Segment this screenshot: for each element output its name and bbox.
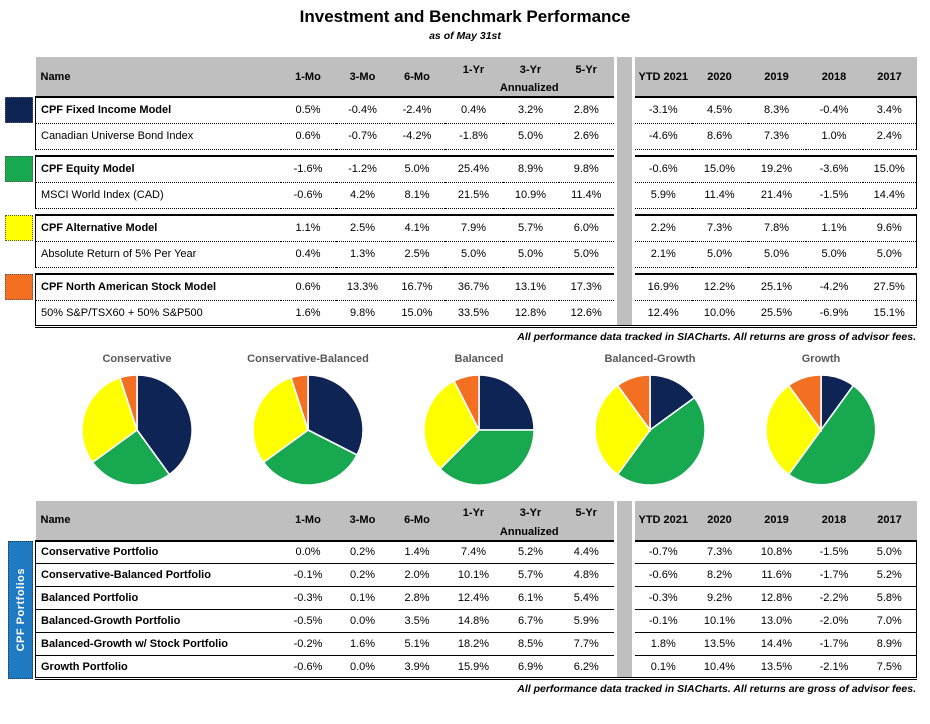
- value-cell: 13.3%: [336, 274, 390, 300]
- row-name: Growth Portfolio: [36, 656, 281, 679]
- value-cell: -0.1%: [281, 564, 336, 587]
- pie-title: Balanced-Growth: [604, 352, 696, 365]
- value-cell: 2.5%: [390, 241, 445, 267]
- value-cell: 12.8%: [503, 300, 559, 326]
- column-separator: [616, 97, 634, 123]
- value-cell: 0.4%: [445, 97, 503, 123]
- value-cell: 5.0%: [559, 241, 616, 267]
- pie-title: Balanced: [454, 352, 504, 365]
- value-cell: 7.3%: [692, 541, 748, 564]
- green-model-swatch: [5, 156, 33, 182]
- value-cell: -4.2%: [390, 123, 445, 149]
- value-cell: -0.2%: [281, 633, 336, 656]
- annualized-label: Annualized: [445, 82, 616, 97]
- value-cell: 7.3%: [748, 123, 806, 149]
- col-header-5yr: 5-Yr: [559, 501, 616, 526]
- value-cell: -2.2%: [806, 587, 863, 610]
- value-cell: -1.2%: [336, 156, 390, 182]
- value-cell: 2.1%: [634, 241, 692, 267]
- value-cell: 6.9%: [517, 660, 544, 673]
- value-cell: -3.6%: [806, 156, 863, 182]
- value-cell: 4.8%: [559, 564, 616, 587]
- value-cell: 5.0%: [445, 241, 503, 267]
- value-cell: 7.9%: [445, 215, 503, 241]
- row-name: Balanced-Growth Portfolio: [36, 610, 281, 633]
- value-cell: 0.1%: [650, 660, 676, 673]
- pie-chart-conservative: [78, 353, 196, 489]
- value-cell: -1.7%: [806, 564, 863, 587]
- col-header-name: Name: [36, 501, 281, 541]
- value-cell: 2.4%: [863, 123, 917, 149]
- value-cell: 21.4%: [748, 182, 806, 208]
- value-cell: 4.1%: [390, 215, 445, 241]
- value-cell: 36.7%: [445, 274, 503, 300]
- value-cell: 9.8%: [336, 300, 390, 326]
- value-cell: -3.1%: [634, 97, 692, 123]
- portfolio-row: [36, 541, 917, 564]
- value-cell: 5.2%: [863, 564, 917, 587]
- column-separator: [616, 656, 634, 679]
- value-cell: 7.7%: [559, 633, 616, 656]
- value-cell: -0.4%: [806, 97, 863, 123]
- value-cell: 5.9%: [634, 182, 692, 208]
- value-cell: 21.5%: [445, 182, 503, 208]
- value-cell: -0.3%: [281, 587, 336, 610]
- table-header: [36, 501, 917, 541]
- value-cell: -0.3%: [634, 587, 692, 610]
- col-header-1mo: 1-Mo: [281, 57, 336, 97]
- value-cell: 2.5%: [336, 215, 390, 241]
- table-header: [36, 57, 917, 97]
- value-cell: 8.9%: [503, 156, 559, 182]
- allocation-pie-charts: [0, 353, 930, 489]
- portfolio-row: [36, 656, 917, 679]
- value-cell: 5.0%: [863, 241, 917, 267]
- value-cell: 16.7%: [390, 274, 445, 300]
- value-cell: 1.6%: [281, 300, 336, 326]
- value-cell: 0.1%: [336, 587, 390, 610]
- value-cell: 8.1%: [390, 182, 445, 208]
- value-cell: 13.5%: [692, 633, 748, 656]
- value-cell: 1.6%: [336, 633, 390, 656]
- value-cell: 2.8%: [559, 97, 616, 123]
- value-cell: 6.7%: [503, 610, 559, 633]
- value-cell: 8.5%: [503, 633, 559, 656]
- benchmark-table-section: [5, 57, 930, 328]
- pie-chart-conservative-balanced: [249, 353, 367, 489]
- value-cell: 5.0%: [503, 241, 559, 267]
- value-cell: 0.6%: [281, 123, 336, 149]
- value-cell: 8.6%: [692, 123, 748, 149]
- model-row: [36, 97, 917, 123]
- value-cell: 5.8%: [863, 587, 917, 610]
- value-cell: 3.4%: [863, 97, 917, 123]
- value-cell: 15.9%: [457, 660, 490, 673]
- pie-chart-balanced-growth: [591, 353, 709, 489]
- value-cell: -0.6%: [281, 182, 336, 208]
- pie-chart-balanced: [420, 353, 538, 489]
- value-cell: -4.2%: [806, 274, 863, 300]
- portfolio-row: [36, 564, 917, 587]
- col-header-2018: 2018: [806, 57, 863, 97]
- value-cell: 10.1%: [445, 564, 503, 587]
- value-cell: -0.7%: [336, 123, 390, 149]
- pie-chart-growth: [762, 353, 880, 489]
- col-header-2017: 2017: [863, 501, 917, 541]
- row-name: Balanced Portfolio: [36, 587, 281, 610]
- annualized-label: Annualized: [445, 526, 616, 541]
- value-cell: 2.8%: [390, 587, 445, 610]
- value-cell: -1.5%: [806, 541, 863, 564]
- value-cell: 5.7%: [503, 215, 559, 241]
- portfolio-row: [36, 587, 917, 610]
- spacer-row: [36, 267, 917, 274]
- row-name: Conservative Portfolio: [36, 541, 281, 564]
- value-cell: 3.9%: [404, 660, 430, 673]
- value-cell: -0.7%: [634, 541, 692, 564]
- pie-slice-navy: [479, 374, 534, 429]
- col-header-1mo: 1-Mo: [281, 501, 336, 541]
- value-cell: 9.8%: [559, 156, 616, 182]
- value-cell: -0.5%: [281, 610, 336, 633]
- col-header-1yr: 1-Yr: [445, 57, 503, 82]
- report-date: as of May 31st: [429, 30, 501, 42]
- col-header-2020: 2020: [692, 501, 748, 541]
- value-cell: 1.1%: [281, 215, 336, 241]
- column-separator: [616, 57, 634, 97]
- col-header-3yr: 3-Yr: [503, 501, 559, 526]
- value-cell: 15.0%: [863, 156, 917, 182]
- value-cell: 6.0%: [559, 215, 616, 241]
- value-cell: 0.0%: [281, 541, 336, 564]
- model-row: [36, 274, 917, 300]
- value-cell: 0.0%: [336, 610, 390, 633]
- col-header-ytd2021: YTD 2021: [634, 501, 692, 541]
- col-header-3mo: 3-Mo: [336, 57, 390, 97]
- column-separator: [616, 300, 634, 326]
- column-separator: [616, 241, 634, 267]
- value-cell: 14.8%: [445, 610, 503, 633]
- navy-model-swatch: [5, 97, 33, 123]
- col-header-6mo: 6-Mo: [390, 57, 445, 97]
- row-name: 50% S&P/TSX60 + 50% S&P500: [36, 300, 281, 326]
- yellow-model-swatch: [5, 215, 33, 241]
- value-cell: 11.6%: [748, 564, 806, 587]
- model-row: [36, 156, 917, 182]
- value-cell: -0.6%: [293, 660, 323, 673]
- value-cell: 8.3%: [748, 97, 806, 123]
- column-separator: [616, 156, 634, 182]
- value-cell: 25.1%: [748, 274, 806, 300]
- portfolio-row: [36, 633, 917, 656]
- value-cell: 12.6%: [559, 300, 616, 326]
- column-separator: [616, 123, 634, 149]
- value-cell: 11.4%: [559, 182, 616, 208]
- spacer-row: [36, 149, 917, 156]
- benchmark-row: [36, 182, 917, 208]
- col-header-2018: 2018: [806, 501, 863, 541]
- value-cell: 2.0%: [390, 564, 445, 587]
- value-cell: -2.0%: [806, 610, 863, 633]
- value-cell: 5.0%: [806, 241, 863, 267]
- col-header-2020: 2020: [692, 57, 748, 97]
- value-cell: 0.5%: [281, 97, 336, 123]
- model-row: [36, 215, 917, 241]
- cpf-portfolios-tab-label: CPF Portfolios: [14, 567, 27, 652]
- column-separator: [616, 149, 634, 156]
- value-cell: 8.2%: [692, 564, 748, 587]
- benchmark-row: [36, 300, 917, 326]
- col-header-2019: 2019: [748, 501, 806, 541]
- col-header-name: Name: [36, 57, 281, 97]
- value-cell: 33.5%: [445, 300, 503, 326]
- value-cell: 15.1%: [863, 300, 917, 326]
- value-cell: 2.2%: [634, 215, 692, 241]
- orange-model-swatch: [5, 274, 33, 300]
- value-cell: 6.2%: [573, 660, 599, 673]
- value-cell: 4.4%: [559, 541, 616, 564]
- value-cell: 3.5%: [390, 610, 445, 633]
- value-cell: 5.0%: [390, 156, 445, 182]
- value-cell: -1.8%: [445, 123, 503, 149]
- col-header-1yr: 1-Yr: [445, 501, 503, 526]
- value-cell: 5.1%: [390, 633, 445, 656]
- value-cell: 0.4%: [281, 241, 336, 267]
- value-cell: 5.0%: [863, 541, 917, 564]
- col-header-5yr: 5-Yr: [559, 57, 616, 82]
- column-separator: [616, 182, 634, 208]
- column-separator: [616, 267, 634, 274]
- column-separator: [616, 564, 634, 587]
- row-name: CPF Equity Model: [36, 156, 281, 182]
- portfolio-performance-table: [35, 501, 917, 681]
- value-cell: 5.2%: [503, 541, 559, 564]
- col-header-3mo: 3-Mo: [336, 501, 390, 541]
- value-cell: 27.5%: [863, 274, 917, 300]
- value-cell: 10.8%: [748, 541, 806, 564]
- value-cell: 5.0%: [503, 123, 559, 149]
- column-separator: [616, 208, 634, 215]
- page-title: Investment and Benchmark Performance: [299, 7, 631, 26]
- value-cell: 1.8%: [634, 633, 692, 656]
- col-header-6mo: 6-Mo: [390, 501, 445, 541]
- row-name: Canadian Universe Bond Index: [36, 123, 281, 149]
- value-cell: 5.4%: [559, 587, 616, 610]
- value-cell: 0.6%: [281, 274, 336, 300]
- value-cell: 6.1%: [503, 587, 559, 610]
- value-cell: 10.1%: [692, 610, 748, 633]
- col-header-2017: 2017: [863, 57, 917, 97]
- value-cell: 15.0%: [390, 300, 445, 326]
- benchmark-row: [36, 123, 917, 149]
- value-cell: 12.8%: [748, 587, 806, 610]
- pie-title: Conservative: [102, 352, 172, 365]
- value-cell: -6.9%: [806, 300, 863, 326]
- pie-title: Conservative-Balanced: [247, 352, 369, 365]
- value-cell: 5.0%: [692, 241, 748, 267]
- value-cell: 5.0%: [748, 241, 806, 267]
- col-header-ytd2021: YTD 2021: [634, 57, 692, 97]
- value-cell: -2.4%: [390, 97, 445, 123]
- value-cell: 17.3%: [559, 274, 616, 300]
- value-cell: 0.2%: [336, 564, 390, 587]
- footnote: All performance data tracked in SIACharts. All returns are gross of advisor fees.: [517, 330, 916, 343]
- row-name: Absolute Return of 5% Per Year: [36, 241, 281, 267]
- value-cell: 14.4%: [863, 182, 917, 208]
- value-cell: -0.6%: [634, 156, 692, 182]
- value-cell: 9.6%: [863, 215, 917, 241]
- row-name: CPF Alternative Model: [36, 215, 281, 241]
- value-cell: 5.9%: [559, 610, 616, 633]
- benchmark-row: [36, 241, 917, 267]
- column-separator: [616, 501, 634, 541]
- value-cell: -1.5%: [806, 182, 863, 208]
- value-cell: 4.2%: [336, 182, 390, 208]
- cpf-portfolios-tab: [8, 541, 33, 679]
- value-cell: 10.4%: [703, 660, 736, 673]
- row-name: Conservative-Balanced Portfolio: [36, 564, 281, 587]
- value-cell: -0.1%: [634, 610, 692, 633]
- value-cell: 11.4%: [692, 182, 748, 208]
- row-name: Balanced-Growth w/ Stock Portfolio: [36, 633, 281, 656]
- footnote: All performance data tracked in SIACharts. All returns are gross of advisor fees.: [517, 683, 916, 695]
- value-cell: 3.2%: [503, 97, 559, 123]
- value-cell: 1.4%: [390, 541, 445, 564]
- value-cell: 13.0%: [748, 610, 806, 633]
- column-separator: [616, 215, 634, 241]
- benchmark-performance-table: [35, 57, 917, 328]
- value-cell: 5.7%: [503, 564, 559, 587]
- col-header-3yr: 3-Yr: [503, 57, 559, 82]
- value-cell: 19.2%: [748, 156, 806, 182]
- column-separator: [616, 587, 634, 610]
- value-cell: 7.0%: [863, 610, 917, 633]
- column-separator: [616, 274, 634, 300]
- value-cell: 25.5%: [748, 300, 806, 326]
- value-cell: 25.4%: [445, 156, 503, 182]
- value-cell: 12.4%: [445, 587, 503, 610]
- value-cell: 0.0%: [349, 660, 376, 673]
- value-cell: 8.9%: [863, 633, 917, 656]
- value-cell: 10.0%: [692, 300, 748, 326]
- value-cell: 15.0%: [692, 156, 748, 182]
- value-cell: 10.9%: [503, 182, 559, 208]
- value-cell: -1.7%: [806, 633, 863, 656]
- value-cell: 0.2%: [336, 541, 390, 564]
- value-cell: -4.6%: [634, 123, 692, 149]
- value-cell: 4.5%: [692, 97, 748, 123]
- row-name: MSCI World Index (CAD): [36, 182, 281, 208]
- value-cell: 2.6%: [559, 123, 616, 149]
- value-cell: 1.0%: [806, 123, 863, 149]
- col-header-2019: 2019: [748, 57, 806, 97]
- value-cell: 12.2%: [692, 274, 748, 300]
- value-cell: 1.3%: [336, 241, 390, 267]
- value-cell: 13.5%: [760, 660, 793, 673]
- value-cell: 12.4%: [634, 300, 692, 326]
- value-cell: 9.2%: [692, 587, 748, 610]
- value-cell: 7.4%: [445, 541, 503, 564]
- value-cell: 7.8%: [748, 215, 806, 241]
- row-name: CPF North American Stock Model: [36, 274, 281, 300]
- value-cell: 7.3%: [692, 215, 748, 241]
- value-cell: 1.1%: [806, 215, 863, 241]
- value-cell: -1.6%: [281, 156, 336, 182]
- value-cell: -0.4%: [336, 97, 390, 123]
- value-cell: 16.9%: [634, 274, 692, 300]
- value-cell: 14.4%: [748, 633, 806, 656]
- row-name: CPF Fixed Income Model: [36, 97, 281, 123]
- value-cell: -2.1%: [819, 660, 849, 673]
- pie-title: Growth: [801, 352, 841, 365]
- spacer-row: [36, 208, 917, 215]
- portfolio-row: [36, 610, 917, 633]
- portfolio-table-section: [5, 501, 930, 681]
- column-separator: [616, 633, 634, 656]
- value-cell: 18.2%: [445, 633, 503, 656]
- value-cell: -0.6%: [634, 564, 692, 587]
- value-cell: 7.5%: [863, 656, 917, 679]
- value-cell: 13.1%: [503, 274, 559, 300]
- column-separator: [616, 541, 634, 564]
- column-separator: [616, 610, 634, 633]
